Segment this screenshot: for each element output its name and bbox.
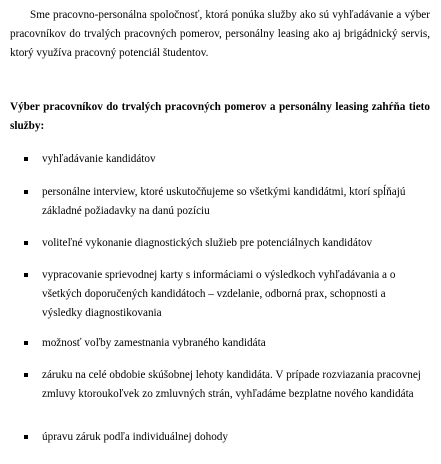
bullet-icon — [24, 373, 28, 377]
bullet-icon — [24, 341, 28, 345]
bullet-icon — [24, 273, 28, 277]
list-item — [42, 334, 427, 353]
list-item — [42, 428, 427, 447]
list-item — [42, 150, 427, 169]
list-item — [42, 234, 427, 253]
list-item — [42, 266, 427, 323]
list-item-text: úpravu záruk podľa individuálnej dohody — [42, 431, 228, 443]
services-heading: Výber pracovníkov do trvalých pracovných pomerov a personálny leasing zahŕňa tieto služby: — [10, 101, 430, 132]
list-item-text: záruku na celé obdobie skúšobnej lehoty kandidáta. V prípade rozviazania pracovnej zmluvy ktoroukoľvek zo zmluvných strán, vyhľadáme bezplatne nového kandidáta — [42, 369, 421, 400]
list-item-text: personálne interview, ktoré uskutočňujeme so všetkými kandidátmi, ktorí spĺňajú základné požiadavky na danú pozíciu — [42, 186, 406, 217]
list-item-text: vyhľadávanie kandidátov — [42, 153, 156, 165]
bullet-icon — [24, 241, 28, 245]
list-item — [42, 366, 427, 404]
bullet-icon — [24, 157, 28, 161]
list-item — [42, 183, 427, 221]
bullet-icon — [24, 190, 28, 194]
list-item-text: možnosť voľby zamestnania vybraného kandidáta — [42, 337, 266, 349]
list-item-text: voliteľné vykonanie diagnostických služieb pre potenciálnych kandidátov — [42, 237, 373, 249]
intro-paragraph: Sme pracovno-personálna spoločnosť, ktorá ponúka služby ako sú vyhľadávanie a výber pracovníkov do trvalých pracovných pomerov, personálny leasing ako aj brigádnický servis, ktorý využíva pracovný potenciál študentov. — [10, 9, 430, 59]
list-item-text: vypracovanie sprievodnej karty s informáciami o výsledkoch vyhľadávania a o všetkých doporučených kandidátoch – vzdelanie, odborná prax, schopnosti a výsledky diagnostikovania — [42, 269, 396, 319]
bullet-icon — [24, 435, 28, 439]
